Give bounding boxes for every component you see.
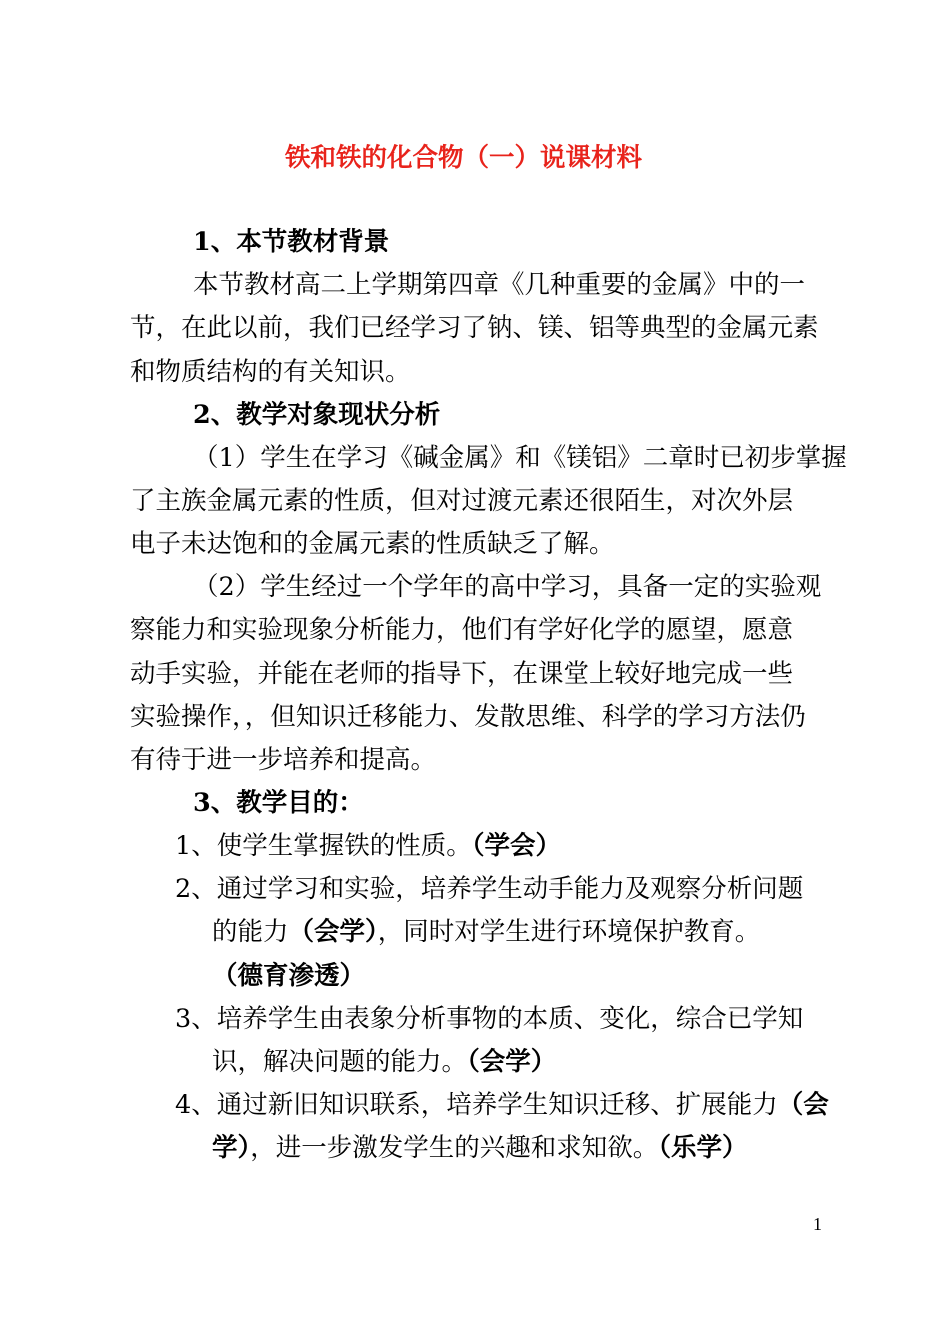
section-1-heading: 1、本节教材背景	[193, 227, 390, 257]
goal-2-line: 2、通过学习和实验，培养学生动手能力及观察分析问题	[175, 874, 804, 904]
section-2-line: 电子未达饱和的金属元素的性质缺乏了解。	[130, 529, 615, 559]
section-1-line: 和物质结构的有关知识。	[130, 357, 411, 387]
section-3-heading: 3、教学目的：	[193, 788, 364, 818]
section-2-line: （1）学生在学习《碱金属》和《镁铝》二章时已初步掌握	[193, 443, 847, 473]
goal-3-line	[212, 1047, 557, 1077]
section-2-line: （2）学生经过一个学年的高中学习，具备一定的实验观	[193, 572, 822, 602]
section-2-line: 有待于进一步培养和提高。	[130, 745, 437, 775]
document-title: 铁和铁的化合物（一）说课材料	[285, 143, 643, 173]
goal-text: 的能力	[212, 917, 289, 947]
goal-tag: （会	[777, 1090, 829, 1120]
goal-4-line	[175, 1090, 829, 1120]
goal-tag: （会学）	[288, 917, 378, 947]
goal-text: 1、使学生掌握铁的性质。	[175, 831, 472, 861]
section-2-line: 了主族金属元素的性质，但对过渡元素还很陌生，对次外层	[130, 486, 794, 516]
goal-4-line	[212, 1133, 748, 1163]
goal-text: ，进一步激发学生的兴趣和求知欲。	[250, 1133, 659, 1163]
section-2-line: 动手实验，并能在老师的指导下，在课堂上较好地完成一些	[130, 659, 794, 689]
goal-2-line	[212, 917, 761, 947]
goal-tag: 学）	[212, 1133, 251, 1163]
page-number: 1	[813, 1214, 822, 1234]
section-2-line: 实验操作，，但知识迁移能力、发散思维、科学的学习方法仍	[130, 702, 806, 732]
goal-text: ，同时对学生进行环境保护教育。	[377, 917, 761, 947]
goal-text: 4、通过新旧知识联系，培养学生知识迁移、扩展能力	[175, 1090, 778, 1120]
goal-tag: （学会）	[471, 831, 561, 861]
section-1-line: 本节教材高二上学期第四章《几种重要的金属》中的一	[193, 270, 806, 300]
section-2-heading: 2、教学对象现状分析	[193, 400, 441, 430]
section-2-line: 察能力和实验现象分析能力，他们有学好化学的愿望，愿意	[130, 615, 794, 645]
goal-tag: （乐学）	[658, 1133, 748, 1163]
section-1-line: 节，在此以前，我们已经学习了钠、镁、铝等典型的金属元素	[130, 313, 819, 343]
goal-1	[175, 831, 561, 861]
goal-3-line: 3、培养学生由表象分析事物的本质、变化，综合已学知	[175, 1004, 804, 1034]
goal-tag: （会学）	[467, 1047, 557, 1077]
goal-2-line: （德育渗透）	[212, 961, 366, 991]
goal-text: 识，解决问题的能力。	[212, 1047, 468, 1077]
